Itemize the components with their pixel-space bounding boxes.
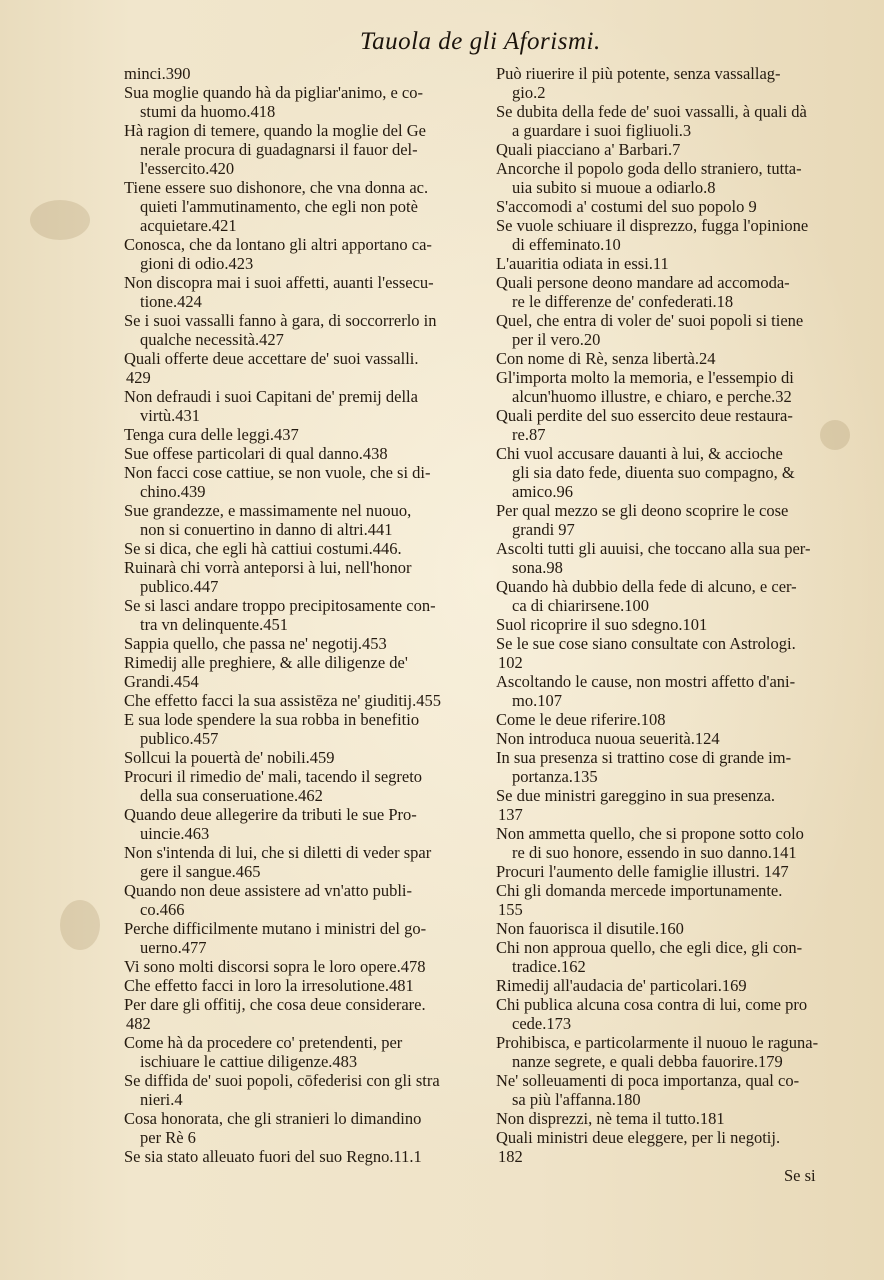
index-entry-line: Se dubita della fede de' suoi vassalli, à quali dà bbox=[496, 102, 807, 121]
index-entry-line: ca di chiarirsene.100 bbox=[512, 596, 649, 615]
index-entry-line: non si conuertino in danno di altri.441 bbox=[140, 520, 393, 539]
index-entry-line: Perche difficilmente mutano i ministri del go- bbox=[124, 919, 427, 938]
index-entry-line: tradice.162 bbox=[512, 957, 586, 976]
index-entry-line: Se sia stato alleuato fuori del suo Regno.11.1 bbox=[124, 1147, 422, 1166]
index-entry-line: Se diffida de' suoi popoli, cōfederisi con gli stra bbox=[124, 1071, 440, 1090]
index-entry-line: Sollcui la pouertà de' nobili.459 bbox=[124, 748, 335, 767]
index-entry-line: uerno.477 bbox=[140, 938, 207, 957]
index-entry-line: Non discopra mai i suoi affetti, auanti l'essecu- bbox=[124, 273, 434, 292]
index-entry-line: Come hà da procedere co' pretendenti, per bbox=[124, 1033, 403, 1052]
index-entry-line: acquietare.421 bbox=[140, 216, 237, 235]
index-entry-line: Conosca, che da lontano gli altri apportano ca- bbox=[124, 235, 432, 254]
index-entry-line: cede.173 bbox=[512, 1014, 572, 1033]
index-entry-line: portanza.135 bbox=[512, 767, 598, 786]
index-entry-line: Quali ministri deue eleggere, per li negotij. bbox=[496, 1128, 781, 1147]
index-entry-line: tra vn delinquente.451 bbox=[140, 615, 289, 634]
index-entry-line: Non introduca nuoua seuerità.124 bbox=[496, 729, 720, 748]
index-entry-line: Ruinarà chi vorrà anteporsi à lui, nell'honor bbox=[124, 558, 412, 577]
paper-stain bbox=[30, 200, 90, 240]
index-entry-line: qualche necessità.427 bbox=[140, 330, 284, 349]
index-entry-line: 137 bbox=[498, 805, 523, 824]
index-entry-line: publico.457 bbox=[140, 729, 219, 748]
index-entry-line: Che effetto facci in loro la irresolutione.481 bbox=[124, 976, 414, 995]
index-entry-line: re di suo honore, essendo in suo danno.141 bbox=[512, 843, 797, 862]
index-entry-line: Sue grandezze, e massimamente nel nuouo, bbox=[124, 501, 412, 520]
index-entry-line: uia subito si muoue a odiarlo.8 bbox=[512, 178, 716, 197]
index-entry-line: 482 bbox=[126, 1014, 151, 1033]
index-entry-line: Non s'intenda di lui, che si diletti di veder spar bbox=[124, 843, 432, 862]
index-entry-line: Per dare gli offitij, che cosa deue considerare. bbox=[124, 995, 426, 1014]
index-entry-line: Ascolti tutti gli auuisi, che toccano alla sua per- bbox=[496, 539, 811, 558]
index-entry-line: gere il sangue.465 bbox=[140, 862, 261, 881]
index-entry-line: uincie.463 bbox=[140, 824, 210, 843]
index-entry-line: Ne' solleuamenti di poca importanza, qual co- bbox=[496, 1071, 800, 1090]
index-entry-line: Per qual mezzo se gli deono scoprire le cose bbox=[496, 501, 789, 520]
index-entry-line: ischiuare le cattiue diligenze.483 bbox=[140, 1052, 358, 1071]
index-entry-line: Rimedij all'audacia de' particolari.169 bbox=[496, 976, 747, 995]
index-entry-line: per Rè 6 bbox=[140, 1128, 196, 1147]
index-entry-line: grandi 97 bbox=[512, 520, 575, 539]
index-entry-line: Quali persone deono mandare ad accomoda- bbox=[496, 273, 790, 292]
index-entry-line: Chi gli domanda mercede importunamente. bbox=[496, 881, 783, 900]
index-entry-line: re.87 bbox=[512, 425, 546, 444]
index-entry-line: Con nome di Rè, senza libertà.24 bbox=[496, 349, 716, 368]
index-entry-line: E sua lode spendere la sua robba in benefitio bbox=[124, 710, 420, 729]
index-entry-line: Gl'importa molto la memoria, e l'essempio di bbox=[496, 368, 794, 387]
index-entry-line: Procuri l'aumento delle famiglie illustri. 147 bbox=[496, 862, 789, 881]
index-entry-line: 102 bbox=[498, 653, 523, 672]
index-entry-line: gio.2 bbox=[512, 83, 546, 102]
index-entry-line: Tiene essere suo dishonore, che vna donna ac. bbox=[124, 178, 429, 197]
index-entry-line: Suol ricoprire il suo sdegno.101 bbox=[496, 615, 708, 634]
index-column-left bbox=[124, 64, 476, 1166]
index-entry-line: Ancorche il popolo goda dello straniero, tutta- bbox=[496, 159, 802, 178]
paper-stain bbox=[60, 900, 100, 950]
index-entry-line: l'essercito.420 bbox=[140, 159, 235, 178]
index-entry-line: Se due ministri gareggino in sua presenza. bbox=[496, 786, 776, 805]
index-entry-line: mo.107 bbox=[512, 691, 562, 710]
index-entry-line: nanze segrete, e quali debba fauorire.179 bbox=[512, 1052, 783, 1071]
index-entry-line: co.466 bbox=[140, 900, 185, 919]
index-entry-line: Cosa honorata, che gli stranieri lo dimandino bbox=[124, 1109, 422, 1128]
index-entry-line: Non fauorisca il disutile.160 bbox=[496, 919, 684, 938]
index-entry-line: gli sia dato fede, diuenta suo compagno, & bbox=[512, 463, 795, 482]
index-entry-line: quieti l'ammutinamento, che egli non potè bbox=[140, 197, 418, 216]
index-entry-line: Tenga cura delle leggi.437 bbox=[124, 425, 299, 444]
index-entry-line: della sua conseruatione.462 bbox=[140, 786, 323, 805]
index-entry-line: a guardare i suoi figliuoli.3 bbox=[512, 121, 692, 140]
index-entry-line: sona.98 bbox=[512, 558, 563, 577]
index-entry-line: Che effetto facci la sua assistēza ne' giuditij.455 bbox=[124, 691, 441, 710]
index-entry-line: sa più l'affanna.180 bbox=[512, 1090, 641, 1109]
index-entry-line: Quali offerte deue accettare de' suoi vassalli. bbox=[124, 349, 419, 368]
index-entry-line: In sua presenza si trattino cose di grande im- bbox=[496, 748, 792, 767]
index-entry-line: Ascoltando le cause, non mostri affetto d'ani- bbox=[496, 672, 796, 691]
index-entry-line: Quali piacciano a' Barbari.7 bbox=[496, 140, 681, 159]
index-entry-line: Grandi.454 bbox=[124, 672, 199, 691]
page-header: Tauola de gli Aforismi. bbox=[360, 28, 601, 55]
index-entry-line: amico.96 bbox=[512, 482, 573, 501]
index-entry-line: Chi non approua quello, che egli dice, gli con- bbox=[496, 938, 803, 957]
index-entry-line: Quando deue allegerire da tributi le sue Pro- bbox=[124, 805, 417, 824]
index-entry-line: Sappia quello, che passa ne' negotij.453 bbox=[124, 634, 387, 653]
index-entry-line: Non disprezzi, nè tema il tutto.181 bbox=[496, 1109, 725, 1128]
index-entry-line: Quando non deue assistere ad vn'atto publi- bbox=[124, 881, 412, 900]
index-entry-line: S'accomodi a' costumi del suo popolo 9 bbox=[496, 197, 757, 216]
index-entry-line: 429 bbox=[126, 368, 151, 387]
index-column-right bbox=[496, 64, 848, 1166]
index-entry-line: Se le sue cose siano consultate con Astrologi. bbox=[496, 634, 796, 653]
index-entry-line: Rimedij alle preghiere, & alle diligenze de' bbox=[124, 653, 408, 672]
index-entry-line: Chi publica alcuna cosa contra di lui, come pro bbox=[496, 995, 808, 1014]
index-entry-line: di effeminato.10 bbox=[512, 235, 621, 254]
index-entry-line: per il vero.20 bbox=[512, 330, 601, 349]
index-entry-line: Se i suoi vassalli fanno à gara, di soccorrerlo in bbox=[124, 311, 437, 330]
index-entry-line: virtù.431 bbox=[140, 406, 201, 425]
index-entry-line: publico.447 bbox=[140, 577, 219, 596]
index-entry-line: Hà ragion di temere, quando la moglie del Ge bbox=[124, 121, 426, 140]
index-entry-line: nieri.4 bbox=[140, 1090, 183, 1109]
index-entry-line: Se si dica, che egli hà cattiui costumi.446. bbox=[124, 539, 402, 558]
index-entry-line: Come le deue riferire.108 bbox=[496, 710, 666, 729]
index-entry-line: 182 bbox=[498, 1147, 523, 1166]
catchword: Se si bbox=[784, 1166, 816, 1185]
index-entry-line: Prohibisca, e particolarmente il nuouo le raguna- bbox=[496, 1033, 819, 1052]
index-entry-line: Quali perdite del suo essercito deue restaura- bbox=[496, 406, 793, 425]
index-entry-line: Non defraudi i suoi Capitani de' premij della bbox=[124, 387, 418, 406]
index-entry-line: Chi vuol accusare dauanti à lui, & accioche bbox=[496, 444, 783, 463]
index-entry-line: Quando hà dubbio della fede di alcuno, e cer- bbox=[496, 577, 797, 596]
index-entry-line: tione.424 bbox=[140, 292, 202, 311]
index-entry-line: Se vuole schiuare il disprezzo, fugga l'opinione bbox=[496, 216, 809, 235]
index-entry-line: nerale procura di guadagnarsi il fauor del- bbox=[140, 140, 418, 159]
index-entry-line: Non facci cose cattiue, se non vuole, che si di- bbox=[124, 463, 431, 482]
index-entry-line: 155 bbox=[498, 900, 523, 919]
index-entry-line: Sua moglie quando hà da pigliar'animo, e co- bbox=[124, 83, 423, 102]
index-entry-line: stumi da huomo.418 bbox=[140, 102, 276, 121]
index-entry-line: Può riuerire il più potente, senza vassallag- bbox=[496, 64, 781, 83]
index-entry-line: Non ammetta quello, che si propone sotto colo bbox=[496, 824, 804, 843]
index-entry-line: chino.439 bbox=[140, 482, 206, 501]
index-entry-line: Vi sono molti discorsi sopra le loro opere.478 bbox=[124, 957, 426, 976]
index-entry-line: Sue offese particolari di qual danno.438 bbox=[124, 444, 388, 463]
index-entry-line: alcun'huomo illustre, e chiaro, e perche.32 bbox=[512, 387, 792, 406]
index-entry-line: re le differenze de' confederati.18 bbox=[512, 292, 734, 311]
index-entry-line: Se si lasci andare troppo precipitosamente con- bbox=[124, 596, 436, 615]
index-entry-line: Quel, che entra di voler de' suoi popoli si tiene bbox=[496, 311, 804, 330]
index-entry-line: L'auaritia odiata in essi.11 bbox=[496, 254, 669, 273]
index-entry-line: Procuri il rimedio de' mali, tacendo il segreto bbox=[124, 767, 423, 786]
index-entry-line: gioni di odio.423 bbox=[140, 254, 254, 273]
index-entry-line: minci.390 bbox=[124, 64, 191, 83]
